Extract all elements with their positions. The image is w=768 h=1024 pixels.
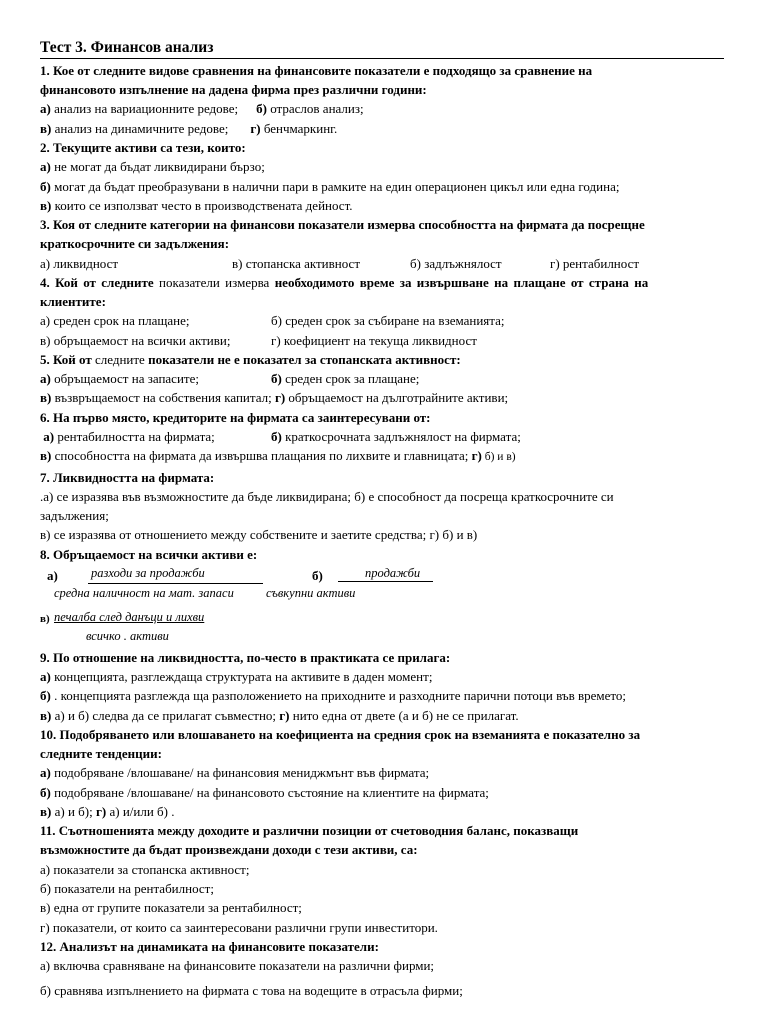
question-3-text-cont: краткосрочните си задължения:	[40, 236, 230, 252]
fraction-a-denominator: средна наличност на мат. запаси	[54, 585, 234, 600]
document-page	[40, 38, 724, 1001]
question-8-text: 8. Обръщаемост на всички активи е:	[40, 546, 258, 562]
question-11-option-d: г) показатели, от които са заинтересовани различни групи инвеститори.	[40, 919, 438, 935]
question-5-options-row-1: а) обръщаемост на запасите; б) среден срок за плащане;	[40, 371, 420, 387]
question-5-options-row-2: в) възвръщаемост на собствения капитал; г) обръщаемост на дълготрайните активи;	[40, 390, 509, 406]
question-12-option-b: б) сравнява изпълнението на фирмата с това на водещите в отрасъла фирми;	[40, 983, 463, 999]
fraction-b-denominator: съвкупни активи	[266, 585, 356, 600]
question-8-fractions-ab: а) разходи за продажби средна наличност на мат. запаси б) продажби съвкупни активи	[40, 564, 724, 604]
question-1-text-cont: финансовото изпълнение на дадена фирма през различни години:	[40, 82, 427, 98]
question-9-option-a: а) концепцията, разглеждаща структурата на активите в даден момент;	[40, 669, 433, 685]
question-7-text: 7. Ликвидността на фирмата:	[40, 469, 215, 485]
question-11-option-a: а) показатели за стопанска активност;	[40, 861, 250, 877]
question-10-option-a: а) подобряване /влошаване/ на финансовия мениджмънт във фирмата;	[40, 765, 430, 781]
question-9-option-b: б) . концепцията разглежда ща разположението на приходните и разходните парични потоци във времето;	[40, 688, 627, 704]
question-3-text: 3. Коя от следните категории на финансови показатели измерва способността на фирмата да посрещне	[40, 217, 645, 233]
question-10-option-b: б) подобряване /влошаване/ на финансовото състояние на клиентите на фирмата;	[40, 784, 489, 800]
question-2-option-a: а) не могат да бъдат ликвидирани бързо;	[40, 159, 265, 175]
question-7-options-row-2: задължения;	[40, 508, 109, 524]
question-1-options-row-2: в) анализ на динамичните редове; г) бенчмаркинг.	[40, 120, 338, 136]
question-4-options-row-1: а) среден срок на плащане; б) среден срок за събиране на вземанията;	[40, 313, 505, 329]
question-12-text: 12. Анализът на динамиката на финансовите показатели:	[40, 938, 379, 954]
question-12-option-a: а) включва сравняване на финансовите показатели на различни фирми;	[40, 958, 435, 974]
question-4-text: 4. Кой от следните показатели измерва необходимото време за извършване на плащане от страна на	[40, 274, 649, 290]
question-10-text-cont: следните тенденции:	[40, 746, 162, 762]
question-11-option-b: б) показатели на рентабилност;	[40, 880, 214, 896]
question-9-text: 9. По отношение на ликвидността, по-често в практиката се прилага:	[40, 649, 451, 665]
question-10-option-cd: в) а) и б); г) а) и/или б) .	[40, 803, 175, 819]
question-2-option-b: б) могат да бъдат преобразувани в налични пари в рамките на един операционен цикъл или една година;	[40, 178, 620, 194]
question-1-options-row-1: а) анализ на вариационните редове; б) отраслов анализ;	[40, 101, 364, 117]
fraction-c-numerator: печалба след данъци и лихви	[54, 609, 205, 624]
question-7-options-row-3: в) се изразява от отношението между собствените и заетите средства; г) б) и в)	[40, 527, 478, 543]
question-9-option-cd: в) а) и б) следва да се прилагат съвместно; г) нито една от двете (а и б) не се прилагат.	[40, 707, 519, 723]
question-2-option-c: в) които се използват често в производствената дейност.	[40, 197, 353, 213]
fraction-b-numerator: продажби	[365, 565, 421, 580]
question-10-text: 10. Подобряването или влошаването на коефициента на средния срок на вземанията е показателно за	[40, 726, 641, 742]
question-6-text: 6. На първо място, кредиторите на фирмата са заинтересувани от:	[40, 409, 431, 425]
question-4-text-cont: клиентите:	[40, 294, 106, 310]
question-7-options-row-1: .а) се изразява във възможностите да бъде ликвидирана; б) е способност да посреща краткосрочните си	[40, 488, 614, 504]
fraction-c-denominator: всичко . активи	[86, 628, 169, 643]
question-5-text: 5. Кой от следните показатели не е показател за стопанската активност:	[40, 351, 461, 367]
question-3-options: а) ликвидност в) стопанска активност б) задлъжнялост г) рентабилност	[40, 255, 640, 271]
question-2-text: 2. Текущите активи са тези, които:	[40, 140, 246, 155]
question-11-text: 11. Съотношенията между доходите и различни позиции от счетоводния баланс, показващи	[40, 823, 579, 839]
question-1-text: 1. Кое от следните видове сравнения на финансовите показатели е подходящо за сравнение на	[40, 63, 593, 78]
question-11-text-cont: възможностите да бъдат произвеждани доходи с тези активи, са:	[40, 842, 418, 858]
question-8-fraction-c: в) печалба след данъци и лихви всичко . активи	[40, 608, 724, 648]
question-4-options-row-2: в) обръщаемост на всички активи; г) коефициент на текуща ликвидност	[40, 332, 477, 348]
question-11-option-c: в) една от групите показатели за рентабилност;	[40, 900, 302, 916]
page-title: Тест 3. Финансов анализ	[40, 38, 724, 59]
question-6-options-row-2: в) способността на фирмата да извършва плащания по лихвите и главницата; г) б) и в)	[40, 448, 516, 464]
fraction-a-numerator: разходи за продажби	[88, 564, 263, 584]
question-6-options-row-1: а) рентабилността на фирмата; б) краткосрочната задлъжнялост на фирмата;	[43, 428, 521, 444]
